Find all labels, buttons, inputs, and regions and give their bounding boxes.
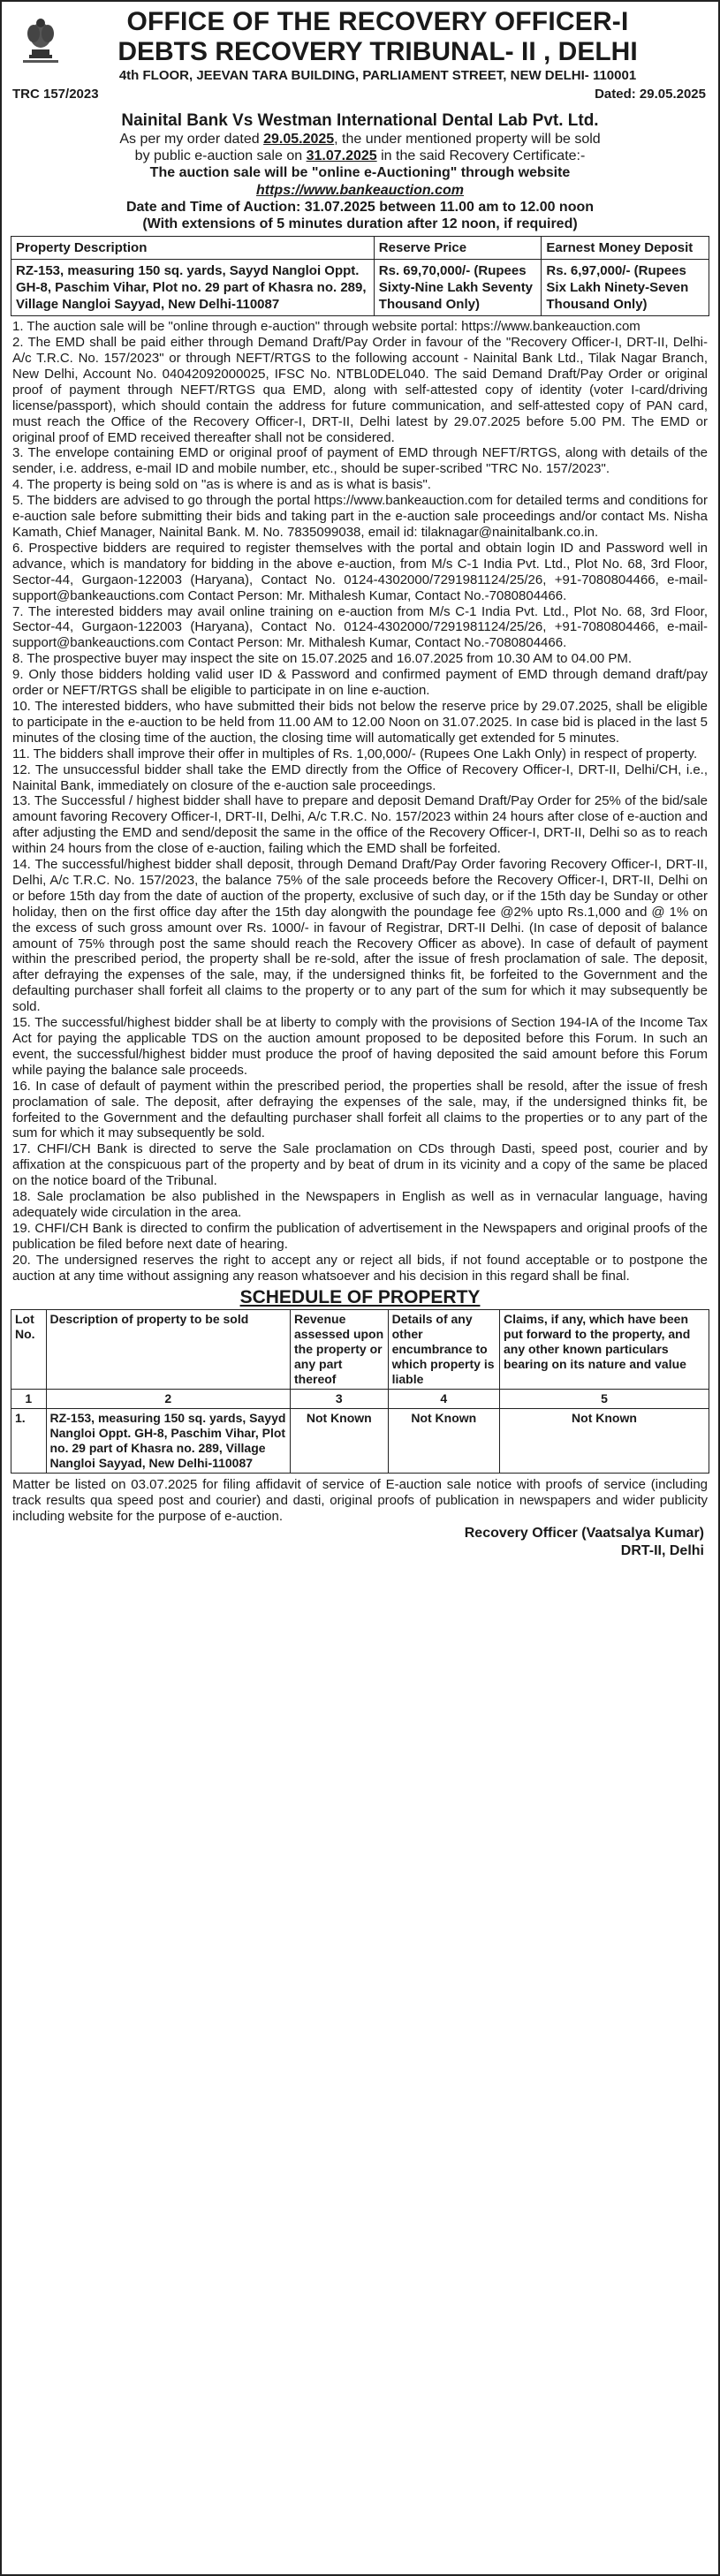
auction-extension-note: (With extensions of 5 minutes duration after 12 noon, if required)	[142, 216, 578, 232]
schedule-number-row	[11, 1389, 709, 1408]
term-15: 15. The successful/highest bidder shall be at liberty to comply with the provisions of Section 194-IA of the Income Tax Act for paying the applicable TDS on the auction amount proposed to be deposited before this Forum. In such an event, the successful/highest bidder must produce the proof of having deposited the said amount before this Forum while paying the balance sale proceeds.	[12, 1015, 708, 1078]
signatory-name: Recovery Officer (Vaatsalya Kumar)	[464, 1525, 704, 1541]
term-9: 9. Only those bidders holding valid user ID & Password and confirmed payment of EMD through demand draft/pay order or NEFT/RTGS shall be eligible to participate in on line e-auction.	[12, 667, 708, 699]
auction-date: 31.07.2025	[306, 148, 377, 164]
term-1: 1. The auction sale will be "online through e-auction" through website portal: https://www.bankeauction.com	[12, 319, 640, 335]
intro-line-3: The auction sale will be "online e-Auctioning" through website	[149, 165, 571, 181]
schedule-description: RZ-153, measuring 150 sq. yards, Sayyd Nangloi Oppt. GH-8, Paschim Vihar, Plot no. 29 part of Khasra no. 289, Village Nangloi Sayyad, New Delhi-110087	[46, 1408, 291, 1473]
intro-text: , the under mentioned property will be sold	[334, 132, 601, 147]
schedule-header-claims: Claims, if any, which have been put forward to the property, and any other known particulars bearing on its nature and value	[499, 1309, 709, 1389]
term-6: 6. Prospective bidders are required to register themselves with the portal and obtain login ID and Password well in advance, which is mandatory for bidding in the above e-auction, from M/s C-1 India Pvt. Ltd., Plot No. 68, 3rd Floor, Sector-44, Gurgaon-122003 (Haryana), Contact No. 0124-4302000/7291981124/25/26, +91-7080804466, e-mail- support@bankeauctions.com Contact Person: Mr. Mithalesh Kumar, Contact No.-7080804466.	[12, 540, 708, 603]
intro-line-1	[11, 131, 709, 148]
term-13: 13. The Successful / highest bidder shall have to prepare and deposit Demand Draft/Pay Order for 25% of the bid/sale amount favoring Recovery Officer-I, DRT-II, Delhi, A/c T.R.C. No. 157/2023 within 24 hours after close of e-auction and after adjusting the EMD and send/deposit the same in the office of the Recovery Officer-I, DRT-II, Delhi so as to reach within 24 hours from the close of e-auction, failing which the EMD shall be forfeited.	[12, 793, 708, 857]
term-17: 17. CHFI/CH Bank is directed to serve the Sale proclamation on CDs through Dasti, speed post, courier and by affixation at the conspicuous part of the property and by beat of drum in its vicinity and a copy of the same be placed on the notice board of the Tribunal.	[12, 1141, 708, 1189]
schedule-col-number: 3	[291, 1389, 389, 1408]
term-18: 18. Sale proclamation be also published in the Newspapers in English as well as in vernacular language, having adequately wide circulation in the area.	[12, 1189, 708, 1220]
property-row	[11, 260, 709, 316]
term-14: 14. The successful/highest bidder shall deposit, through Demand Draft/Pay Order favoring Recovery Officer-I, DRT-II, Delhi, A/c T.R.C. No. 157/2023, the balance 75% of the sale proceeds before the Recovery Officer-I, DRT-II, Delhi on or before 15th day from the date of auction of the property, exclusive of such day, or if the 15th day be Sunday or other holiday, then on the first office day after the 15th day alongwith the poundage fee @2% upto Rs.1,000 and @ 1% on the excess of such gross amount over Rs. 1000/- in favour of Registrar, DRT-II Delhi. (In case of deposit of balance amount of 75% through post the same should reach the Recovery Officer as above). In case of default of payment within the prescribed period, the property shall be re-sold, after the issue of fresh proclamation of sale. The deposit, after defraying the expenses of the sale, may, if the undersigned thinks fit, be forfeited to the Government and the defaulting purchaser shall forfeit all claims to the property or to any part of the sum for which it may subsequently be sold.	[12, 857, 708, 1015]
terms-list	[11, 316, 709, 1284]
header-reserve-price: Reserve Price	[374, 237, 542, 260]
term-10: 10. The interested bidders, who have submitted their bids not below the reserve price by 29.07.2025, shall be eligible to participate in the e-auction to be held from 11.00 AM to 12.00 Noon on 31.07.2025. In case bid is placed in the last 5 minutes of the closing time of the auction, the closing time will automatically get extended for 5 minutes.	[12, 698, 708, 746]
listing-note: Matter be listed on 03.07.2025 for filing affidavit of service of E-auction sale notice with proofs of service (including track results qua speed post and courier) and dasti, original proofs of publication in newspapers and wider publicity including website for the purpose of e-auction.	[12, 1476, 708, 1524]
property-table	[11, 236, 709, 316]
property-table-header	[11, 237, 709, 260]
intro-text: in the said Recovery Certificate:-	[376, 148, 586, 164]
schedule-table	[11, 1309, 709, 1474]
notice-date: Dated: 29.05.2025	[595, 87, 706, 102]
schedule-lot-number: 1.	[11, 1408, 47, 1473]
term-12: 12. The unsuccessful bidder shall take the EMD directly from the Office of Recovery Officer-I, DRT-II, Delhi/CH, i.e., Nainital Bank, immediately on closure of the e-auction sale proceedings.	[12, 761, 708, 793]
schedule-header-row	[11, 1309, 709, 1389]
term-16: 16. In case of default of payment within the prescribed period, the properties shall be resold, after the issue of fresh proclamation of sale. The deposit, after defraying the expenses of the sale, may, if the undersigned thinks fit, be forfeited to the Government and the defaulting purchaser shall forfeit all claims to the properties or to any part of the sum for which it may subsequently be sold.	[12, 1078, 708, 1141]
auction-datetime: Date and Time of Auction: 31.07.2025 between 11.00 am to 12.00 noon	[125, 199, 595, 215]
term-4: 4. The property is being sold on "as is where is and as is what is basis".	[12, 477, 431, 493]
state-emblem-icon	[14, 11, 67, 65]
office-address: 4th FLOOR, JEEVAN TARA BUILDING, PARLIAMENT STREET, NEW DELHI- 110001	[118, 68, 637, 83]
notice-header	[11, 7, 709, 111]
reserve-price: Rs. 69,70,000/- (Rupees Sixty-Nine Lakh Seventy Thousand Only)	[374, 260, 542, 316]
term-19: 19. CHFI/CH Bank is directed to confirm the publication of advertisement in the Newspapers and original proofs of the publication be filed before next date of hearing.	[12, 1220, 708, 1252]
tribunal-title: DEBTS RECOVERY TRIBUNAL- II , DELHI	[117, 37, 638, 66]
schedule-row	[11, 1408, 709, 1473]
earnest-money: Rs. 6,97,000/- (Rupees Six Lakh Ninety-Seven Thousand Only)	[542, 260, 709, 316]
intro-text: by public e-auction sale on	[134, 148, 307, 164]
schedule-encumbrance: Not Known	[388, 1408, 499, 1473]
schedule-header-lot: Lot No.	[11, 1309, 47, 1389]
header-emd: Earnest Money Deposit	[542, 237, 709, 260]
case-title: Nainital Bank Vs Westman International Dental Lab Pvt. Ltd.	[121, 111, 599, 130]
schedule-header-encumbrance: Details of any other encumbrance to which property is liable	[388, 1309, 499, 1389]
intro-text: As per my order dated	[119, 132, 264, 147]
schedule-col-number: 2	[46, 1389, 291, 1408]
trc-number: TRC 157/2023	[12, 87, 99, 102]
schedule-revenue: Not Known	[291, 1408, 389, 1473]
schedule-claims: Not Known	[499, 1408, 709, 1473]
auction-website-link[interactable]: https://www.bankeauction.com	[256, 182, 464, 198]
schedule-col-number: 1	[11, 1389, 47, 1408]
term-3: 3. The envelope containing EMD or original proof of payment of EMD through NEFT/RTGS, along with details of the sender, i.e. address, e-mail ID and mobile number, etc., should be super-scribed "TRC No. 157/2023".	[12, 445, 708, 477]
term-20: 20. The undersigned reserves the right to accept any or reject all bids, if not found acceptable or to postpone the auction at any time without assigning any reason whatsoever and his decision in this regard shall be final.	[12, 1252, 708, 1284]
schedule-header-description: Description of property to be sold	[46, 1309, 291, 1389]
term-2: 2. The EMD shall be paid either through Demand Draft/Pay Order in favour of the "Recovery Officer-I, DRT-II, Delhi-A/c T.R.C. No. 157/2023" or through NEFT/RTGS to the following account - Nainital Bank Ltd., Tilak Nagar Branch, New Delhi, Account No. 04042092000025, IFSC No. NTBL0DEL040. The said Demand Draft/Pay Order or original proof of payment through NEFT/RTGS qua EMD, along with self-attested copy of identity (voter I-card/driving license/passport), which should contain the address for future communication, and self-attested copy of PAN card, must reach the Office of the Recovery Officer-I, DRT-II, Delhi latest by 29.07.2025 before 5.00 PM. The EMD or original proof of EMD received thereafter shall not be considered.	[12, 335, 708, 445]
schedule-header-revenue: Revenue assessed upon the property or any part thereof	[291, 1309, 389, 1389]
term-8: 8. The prospective buyer may inspect the site on 15.07.2025 and 16.07.2025 from 10.30 AM to 04.00 PM.	[12, 651, 633, 667]
office-title: OFFICE OF THE RECOVERY OFFICER-I	[126, 7, 629, 36]
order-date: 29.05.2025	[263, 132, 335, 147]
signatory-office: DRT-II, Delhi	[620, 1542, 704, 1558]
term-5: 5. The bidders are advised to go through the portal https://www.bankeauction.com for detailed terms and conditions for e-auction sale before submitting their bids and taking part in the e-auction sale proceedings and/or contact Ms. Nisha Kamath, Chief Manager, Nainital Bank. M. No. 7835099038, email id: tilaknagar@nainitalbank.co.in.	[12, 493, 708, 540]
schedule-col-number: 5	[499, 1389, 709, 1408]
term-11: 11. The bidders shall improve their offer in multiples of Rs. 1,00,000/- (Rupees One Lakh Only) in respect of property.	[12, 746, 698, 761]
trc-row	[11, 85, 709, 104]
term-7: 7. The interested bidders may avail online training on e-auction from M/s C-1 India Pvt. Ltd., Plot No. 68, 3rd Floor, Sector-44, Gurgaon-122003 (Haryana), Contact No. 0124-4302000/7291981124/25/26, +91-7080804466, e-mail-support@bankeauctions.com Contact Person: Mr. Mithalesh Kumar, Contact No.-7080804466.	[12, 603, 708, 651]
header-property-description: Property Description	[11, 237, 375, 260]
schedule-title: SCHEDULE OF PROPERTY	[239, 1286, 481, 1307]
schedule-col-number: 4	[388, 1389, 499, 1408]
property-description: RZ-153, measuring 150 sq. yards, Sayyd Nangloi Oppt. GH-8, Paschim Vihar, Plot no. 29 part of Khasra no. 289, Village Nangloi Sayyad, New Delhi-110087	[11, 260, 375, 316]
intro-line-2	[11, 148, 709, 164]
